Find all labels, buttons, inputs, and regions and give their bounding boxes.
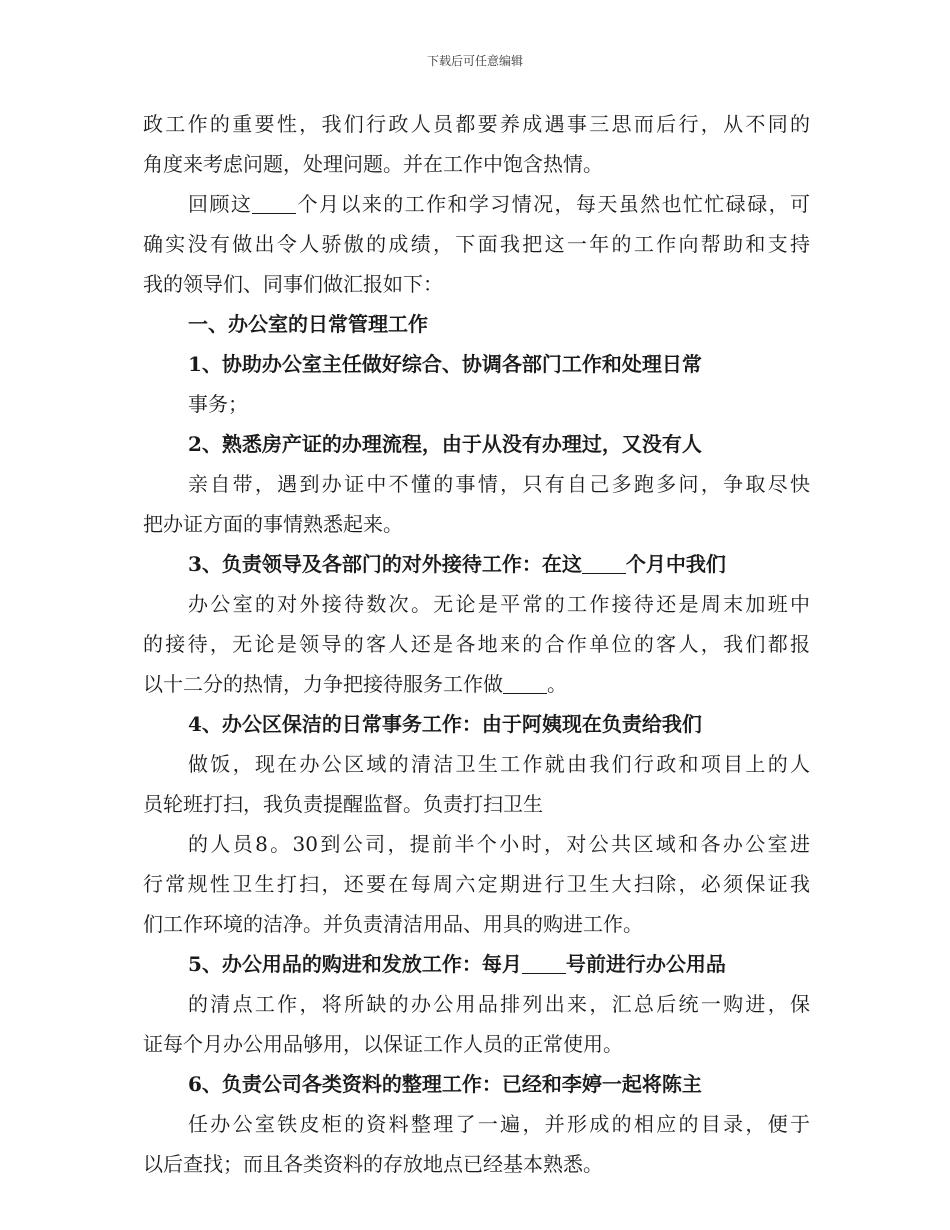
text-line: 证每个月办公用品够用，以保证工作人员的正常使用。 — [143, 1032, 623, 1056]
text-line: 角度来考虑问题，处理问题。并在工作中饱含热情。 — [143, 152, 603, 176]
text-line: 我的领导们、同事们做汇报如下： — [143, 272, 443, 296]
text-segment: 个月中我们 — [625, 552, 726, 576]
text-segment: 个月以来的工作和学习情况，每天虽然也忙忙碌碌，可 — [296, 192, 810, 216]
fill-in-blank — [503, 673, 547, 694]
section-heading-line: 6、负责公司各类资料的整理工作：已经和李婷一起将陈主 — [188, 1072, 702, 1096]
section-heading-line: 一、办公室的日常管理工作 — [188, 312, 428, 336]
text-line: 办公室的对外接待数次。无论是平常的工作接待还是周末加班中 — [188, 592, 810, 616]
text-line: 的清点工作，将所缺的办公用品排列出来，汇总后统一购进，保 — [188, 992, 810, 1016]
text-segment: 3、负责领导及各部门的对外接待工作：在这 — [188, 552, 582, 576]
text-line: 事务； — [188, 392, 248, 416]
text-segment: 以十二分的热情，力争把接待服务工作做 — [143, 672, 503, 696]
section-heading-line: 2、熟悉房产证的办理流程，由于从没有办理过，又没有人 — [188, 432, 702, 456]
text-line: 任办公室铁皮柜的资料整理了一遍，并形成的相应的目录，便于 — [188, 1112, 810, 1136]
text-line: 亲自带，遇到办证中不懂的事情，只有自己多跑多问，争取尽快 — [188, 472, 810, 496]
text-line: 的人员8。30到公司，提前半个小时，对公共区域和各办公室进 — [188, 832, 810, 856]
text-line: 把办证方面的事情熟悉起来。 — [143, 512, 403, 536]
section-heading-line — [143, 544, 810, 584]
text-line: 行常规性卫生打扫，还要在每周六定期进行卫生大扫除，必须保证我 — [143, 872, 810, 896]
text-segment: 。 — [547, 672, 567, 696]
fill-in-blank — [582, 553, 626, 574]
text-line — [143, 184, 810, 224]
fill-in-blank — [522, 953, 566, 974]
text-line: 做饭，现在办公区域的清洁卫生工作就由我们行政和项目上的人 — [188, 752, 810, 776]
fill-in-blank — [252, 193, 296, 214]
text-segment: 5、办公用品的购进和发放工作：每月 — [188, 952, 522, 976]
text-line: 员轮班打扫，我负责提醒监督。负责打扫卫生 — [143, 792, 543, 816]
text-line — [143, 664, 810, 704]
page-header: 下载后可任意编辑 — [426, 54, 523, 68]
section-heading-line: 1、协助办公室主任做好综合、协调各部门工作和处理日常 — [188, 352, 702, 376]
text-line: 以后查找；而且各类资料的存放地点已经基本熟悉。 — [143, 1152, 603, 1176]
document-body — [143, 104, 810, 1184]
text-segment: 号前进行办公用品 — [565, 952, 726, 976]
text-line: 政工作的重要性，我们行政人员都要养成遇事三思而后行，从不同的 — [143, 112, 810, 136]
section-heading-line — [143, 944, 810, 984]
text-segment: 回顾这 — [188, 192, 253, 216]
section-heading-line: 4、办公区保洁的日常事务工作：由于阿姨现在负责给我们 — [188, 712, 702, 736]
text-line: 们工作环境的洁净。并负责清洁用品、用具的购进工作。 — [143, 912, 643, 936]
text-line: 确实没有做出令人骄傲的成绩，下面我把这一年的工作向帮助和支持 — [143, 232, 810, 256]
text-line: 的接待，无论是领导的客人还是各地来的合作单位的客人，我们都报 — [143, 632, 810, 656]
